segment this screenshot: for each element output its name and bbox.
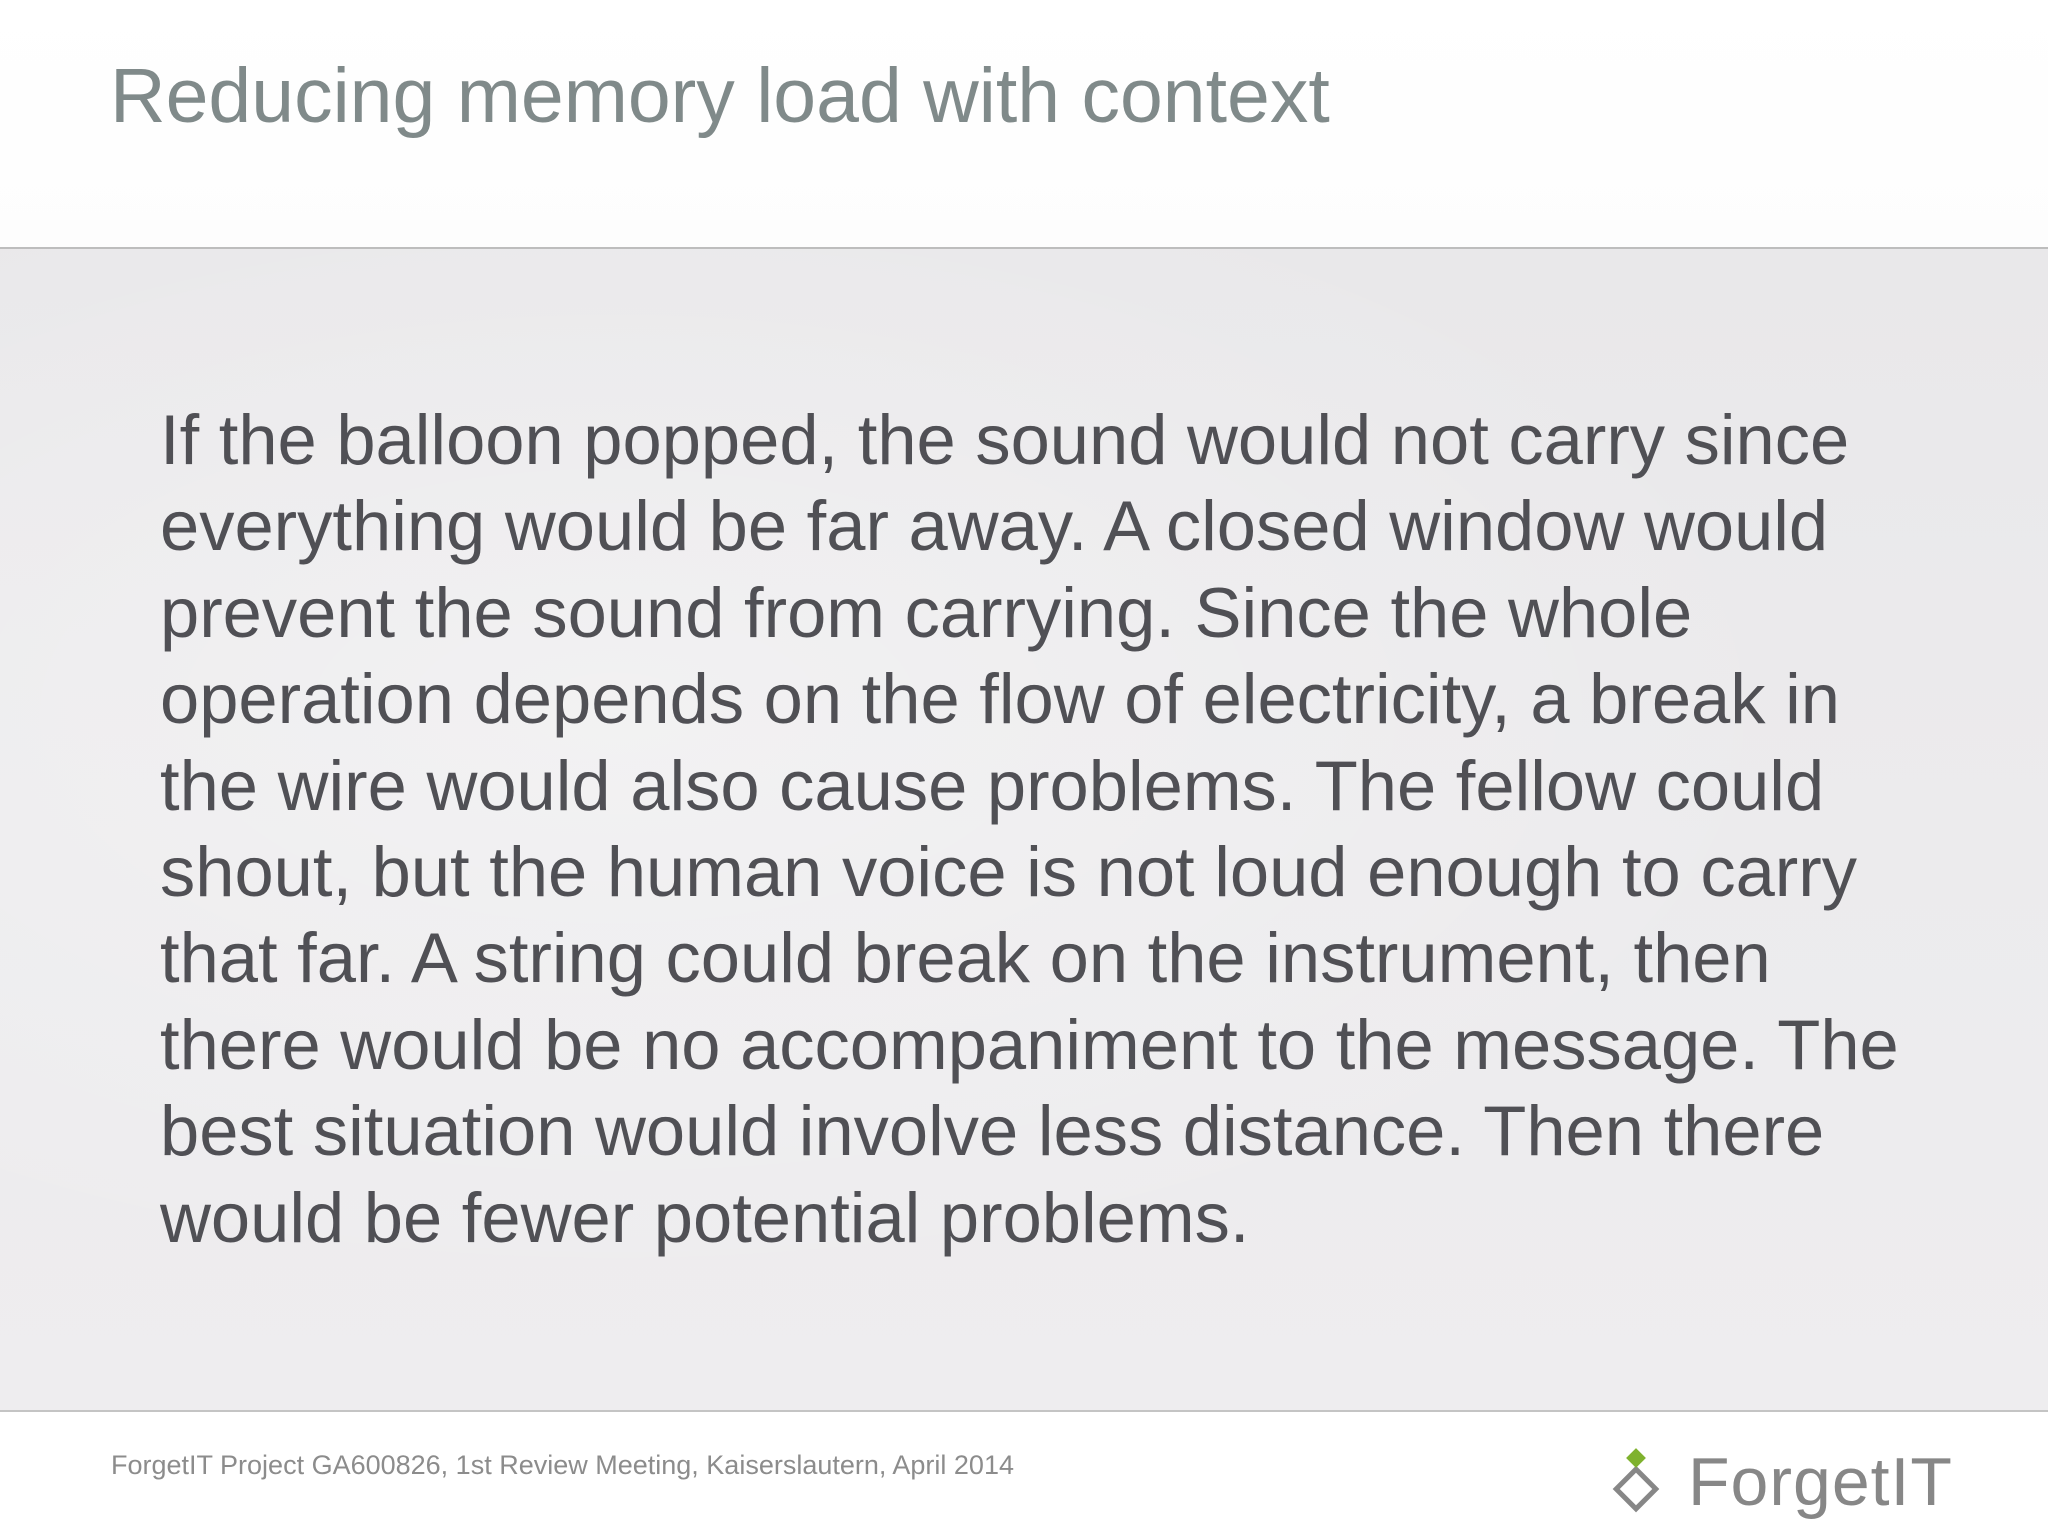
logo-wordmark: ForgetIT [1688,1444,1953,1520]
body-paragraph [160,397,1960,1261]
slide-title: Reducing memory load with context [110,53,1330,139]
slide-header [0,0,2048,249]
body-line: best situation would involve less distance. Then there [160,1091,1825,1171]
body-line: operation depends on the flow of electricity, a break in [160,659,1840,739]
footer-caption: ForgetIT Project GA600826, 1st Review Meeting, Kaiserslautern, April 2014 [111,1450,1014,1480]
body-line: the wire would also cause problems. The fellow could [160,745,1825,825]
body-line: that far. A string could break on the instrument, then [160,918,1771,998]
slide-content [0,249,2048,1412]
body-line: would be fewer potential problems. [160,1177,1250,1257]
body-line: If the balloon popped, the sound would not carry since [160,400,1850,479]
body-line: prevent the sound from carrying. Since the whole [160,572,1693,652]
body-line: there would be no accompaniment to the message. The [160,1004,1899,1084]
slide-footer [0,1412,2048,1536]
body-line: shout, but the human voice is not loud enough to carry [160,832,1857,912]
forgetit-logo [1600,1442,1953,1522]
diamond-logo-icon [1600,1447,1670,1517]
body-line: everything would be far away. A closed window would [160,486,1829,566]
